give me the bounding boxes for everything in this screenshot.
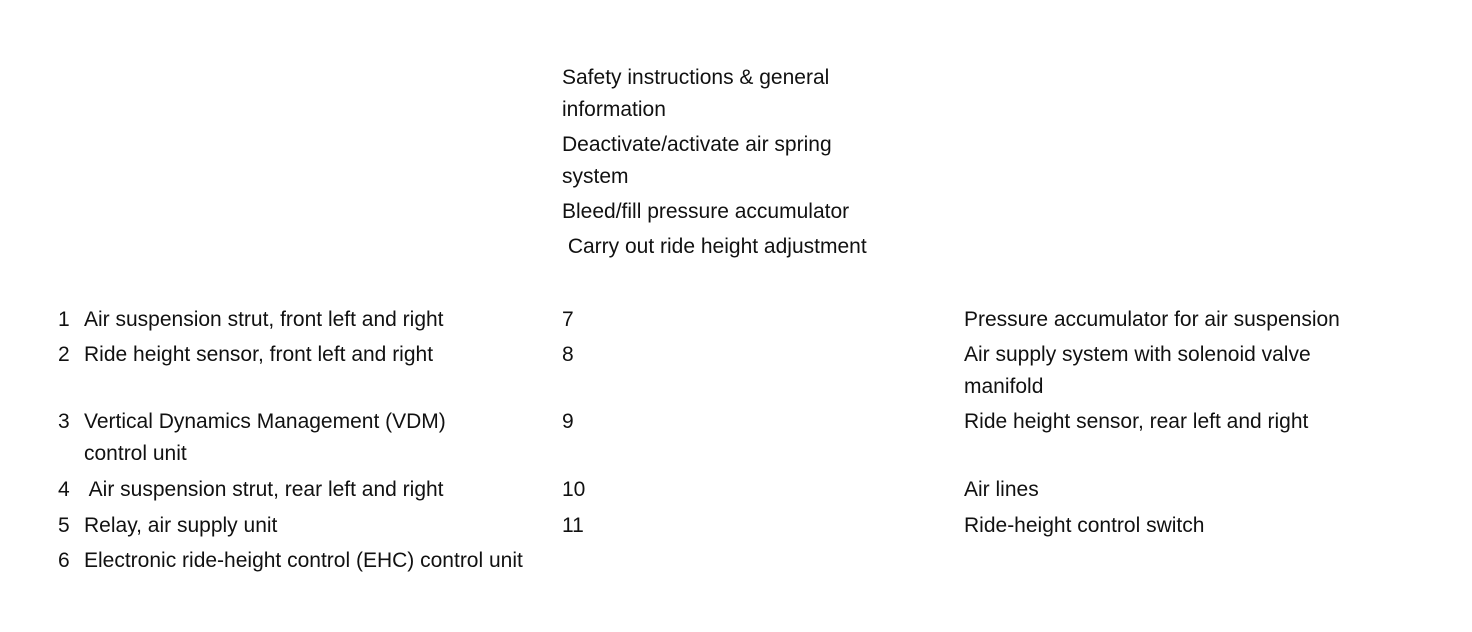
link-deactivate-air-spring[interactable]: Deactivate/activate air spring system	[562, 133, 832, 188]
legend-label: Ride-height control switch	[964, 514, 1205, 537]
legend-label: Air lines	[964, 478, 1039, 501]
related-links	[562, 62, 922, 266]
legend-number: 2	[58, 343, 70, 366]
legend-label: Vertical Dynamics Management (VDM) control unit	[84, 410, 446, 465]
legend-label: Air supply system with solenoid valve manifold	[964, 343, 1311, 398]
legend-label: Ride height sensor, front left and right	[84, 343, 434, 366]
legend-number: 5	[58, 514, 70, 537]
legend-label: Electronic ride-height control (EHC) control unit	[84, 549, 523, 572]
legend-number: 3	[58, 410, 70, 433]
legend-number: 8	[562, 343, 574, 366]
legend-number: 7	[562, 308, 574, 331]
legend-number: 6	[58, 549, 70, 572]
legend-number: 10	[562, 478, 586, 501]
link-ride-height-adjustment[interactable]: Carry out ride height adjustment	[562, 235, 867, 258]
legend-number: 11	[562, 514, 584, 537]
legend-label: Air suspension strut, front left and right	[84, 308, 444, 331]
legend-number: 4	[58, 478, 70, 501]
legend-number: 9	[562, 410, 574, 433]
legend-label: Air suspension strut, rear left and right	[84, 478, 444, 501]
legend-label: Pressure accumulator for air suspension	[964, 308, 1340, 331]
legend-label: Relay, air supply unit	[84, 514, 278, 537]
legend-label: Ride height sensor, rear left and right	[964, 410, 1309, 433]
link-bleed-accumulator[interactable]: Bleed/fill pressure accumulator	[562, 200, 850, 223]
legend-number: 1	[58, 308, 70, 331]
link-safety-instructions[interactable]: Safety instructions & general information	[562, 66, 830, 121]
